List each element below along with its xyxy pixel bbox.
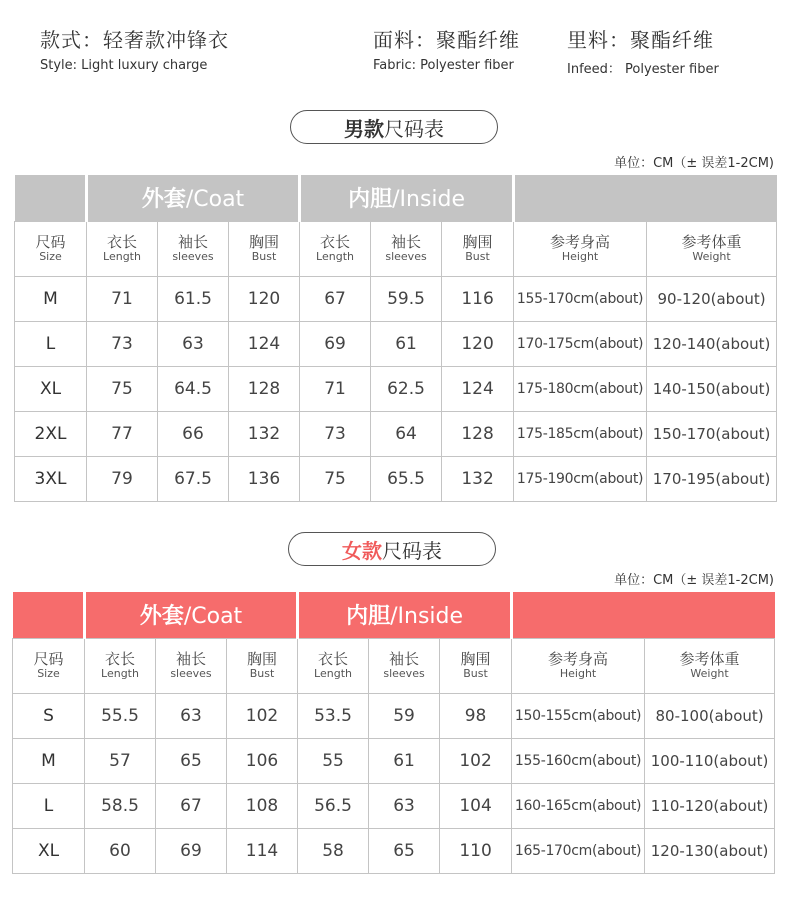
header-zh: 胸围 (462, 232, 493, 251)
size-cell: XL (13, 828, 85, 873)
weight-cell: 100-110(about) (645, 738, 775, 783)
reference-band (514, 175, 777, 221)
inside-band: 内胆/Inside (298, 592, 512, 638)
measure-cell: 58.5 (85, 783, 156, 828)
header-cell (85, 638, 156, 693)
header-en: Bust (251, 249, 277, 263)
measure-cell: 63 (156, 693, 227, 738)
men-unit-note: 单位：CM（± 误差1-2CM) (614, 156, 774, 171)
table-row (15, 321, 777, 366)
band-blank (15, 175, 87, 221)
weight-cell: 110-120(about) (645, 783, 775, 828)
reference-band (512, 592, 775, 638)
lining-info (567, 24, 719, 77)
height-cell: 175-180cm(about) (514, 366, 647, 411)
header-cell (371, 221, 442, 276)
weight-cell: 170-195(about) (647, 456, 777, 501)
height-cell: 165-170cm(about) (512, 828, 645, 873)
weight-cell: 80-100(about) (645, 693, 775, 738)
measure-cell: 102 (227, 693, 298, 738)
header-en: Length (103, 249, 141, 263)
size-cell: 2XL (15, 411, 87, 456)
size-cell: XL (15, 366, 87, 411)
measure-cell: 62.5 (371, 366, 442, 411)
measure-cell: 79 (87, 456, 158, 501)
measure-cell: 66 (158, 411, 229, 456)
header-zh: 尺码 (33, 649, 64, 668)
header-zh: 袖长 (389, 649, 420, 668)
measure-cell: 67 (156, 783, 227, 828)
measure-cell: 67.5 (158, 456, 229, 501)
header-cell (645, 638, 775, 693)
inside-band: 内胆/Inside (300, 175, 514, 221)
measure-cell: 60 (85, 828, 156, 873)
header-cell (514, 221, 647, 276)
table-row (13, 738, 775, 783)
header-cell (227, 638, 298, 693)
header-zh: 衣长 (320, 232, 351, 251)
header-en: sleeves (385, 249, 427, 263)
measure-cell: 61 (369, 738, 440, 783)
header-cell (647, 221, 777, 276)
weight-cell: 90-120(about) (647, 276, 777, 321)
measure-cell: 124 (442, 366, 514, 411)
measure-cell: 61.5 (158, 276, 229, 321)
header-zh: 袖长 (175, 649, 206, 668)
measure-cell: 59.5 (371, 276, 442, 321)
height-cell: 155-160cm(about) (512, 738, 645, 783)
measure-cell: 63 (158, 321, 229, 366)
header-cell (158, 221, 229, 276)
header-cell (13, 638, 85, 693)
height-cell: 170-175cm(about) (514, 321, 647, 366)
height-cell: 160-165cm(about) (512, 783, 645, 828)
table-row (13, 828, 775, 873)
table-row (15, 276, 777, 321)
table-row (15, 366, 777, 411)
measure-cell: 120 (442, 321, 514, 366)
men-size-table (14, 175, 777, 502)
men-size-chart-title (290, 110, 498, 144)
size-cell: S (13, 693, 85, 738)
header-cell (229, 221, 300, 276)
measure-cell: 102 (440, 738, 512, 783)
measure-cell: 114 (227, 828, 298, 873)
header-zh: 衣长 (106, 232, 137, 251)
header-cell (440, 638, 512, 693)
men-header-row (15, 221, 777, 276)
measure-cell: 120 (229, 276, 300, 321)
header-cell (442, 221, 514, 276)
fabric-zh: 面料：聚酯纤维 (373, 28, 520, 52)
fabric-en: Fabric: Polyester fiber (373, 58, 514, 73)
header-zh: 衣长 (104, 649, 135, 668)
header-cell (512, 638, 645, 693)
measure-cell: 73 (300, 411, 371, 456)
table-row (13, 693, 775, 738)
measure-cell: 110 (440, 828, 512, 873)
table-row (15, 456, 777, 501)
measure-cell: 108 (227, 783, 298, 828)
header-zh: 尺码 (35, 232, 66, 251)
header-en: Length (316, 249, 354, 263)
header-cell (369, 638, 440, 693)
measure-cell: 64.5 (158, 366, 229, 411)
style-zh: 款式：轻奢款冲锋衣 (40, 28, 229, 52)
table-row (13, 783, 775, 828)
header-zh: 参考体重 (681, 232, 742, 251)
measure-cell: 67 (300, 276, 371, 321)
header-cell (298, 638, 369, 693)
lining-en: Infeed： Polyester fiber (567, 62, 719, 77)
measure-cell: 64 (371, 411, 442, 456)
measure-cell: 69 (300, 321, 371, 366)
measure-cell: 71 (87, 276, 158, 321)
header-zh: 参考体重 (679, 649, 740, 668)
header-en: Bust (463, 666, 488, 680)
coat-band: 外套/Coat (87, 175, 300, 221)
header-en: Height (559, 666, 597, 680)
measure-cell: 71 (300, 366, 371, 411)
header-en: sleeves (172, 249, 214, 263)
header-en: Length (101, 666, 139, 680)
header-zh: 袖长 (177, 232, 208, 251)
measure-cell: 55.5 (85, 693, 156, 738)
measure-cell: 128 (442, 411, 514, 456)
women-title-rest: 尺码表 (382, 538, 442, 563)
coat-band: 外套/Coat (85, 592, 298, 638)
header-cell (15, 221, 87, 276)
header-en: sleeves (383, 666, 425, 680)
measure-cell: 63 (369, 783, 440, 828)
weight-cell: 120-130(about) (645, 828, 775, 873)
measure-cell: 124 (229, 321, 300, 366)
measure-cell: 75 (300, 456, 371, 501)
measure-cell: 128 (229, 366, 300, 411)
men-title-rest: 尺码表 (384, 116, 444, 141)
header-cell (156, 638, 227, 693)
measure-cell: 69 (156, 828, 227, 873)
measure-cell: 132 (229, 411, 300, 456)
measure-cell: 65 (369, 828, 440, 873)
measure-cell: 98 (440, 693, 512, 738)
measure-cell: 136 (229, 456, 300, 501)
size-cell: L (13, 783, 85, 828)
measure-cell: 56.5 (298, 783, 369, 828)
header-zh: 参考身高 (548, 649, 609, 668)
header-cell (300, 221, 371, 276)
lining-zh: 里料：聚酯纤维 (567, 28, 714, 52)
style-en: Style: Light luxury charge (40, 58, 208, 73)
table-row (15, 411, 777, 456)
measure-cell: 59 (369, 693, 440, 738)
header-en: Size (37, 666, 60, 680)
women-category-band (13, 592, 775, 638)
weight-cell: 120-140(about) (647, 321, 777, 366)
height-cell: 155-170cm(about) (514, 276, 647, 321)
measure-cell: 132 (442, 456, 514, 501)
men-title-bold: 男款 (344, 116, 384, 141)
measure-cell: 57 (85, 738, 156, 783)
height-cell: 175-190cm(about) (514, 456, 647, 501)
header-en: Bust (249, 666, 275, 680)
header-zh: 胸围 (460, 649, 491, 668)
header-en: Size (39, 249, 62, 263)
measure-cell: 75 (87, 366, 158, 411)
women-size-chart-title (288, 532, 496, 566)
weight-cell: 140-150(about) (647, 366, 777, 411)
women-size-table (12, 592, 775, 874)
height-cell: 150-155cm(about) (512, 693, 645, 738)
measure-cell: 55 (298, 738, 369, 783)
women-title-bold: 女款 (342, 538, 382, 563)
size-cell: 3XL (15, 456, 87, 501)
size-cell: M (15, 276, 87, 321)
header-en: sleeves (170, 666, 212, 680)
header-en: Length (314, 666, 352, 680)
measure-cell: 116 (442, 276, 514, 321)
measure-cell: 65.5 (371, 456, 442, 501)
women-unit-note: 单位：CM（± 误差1-2CM) (614, 573, 774, 588)
header-zh: 胸围 (249, 232, 280, 251)
measure-cell: 77 (87, 411, 158, 456)
header-zh: 衣长 (318, 649, 349, 668)
style-info (40, 24, 229, 73)
header-en: Weight (692, 249, 731, 263)
measure-cell: 61 (371, 321, 442, 366)
header-cell (87, 221, 158, 276)
weight-cell: 150-170(about) (647, 411, 777, 456)
measure-cell: 58 (298, 828, 369, 873)
header-zh: 参考身高 (550, 232, 611, 251)
band-blank (13, 592, 85, 638)
header-en: Weight (690, 666, 729, 680)
fabric-info (373, 24, 520, 73)
measure-cell: 104 (440, 783, 512, 828)
measure-cell: 65 (156, 738, 227, 783)
measure-cell: 73 (87, 321, 158, 366)
height-cell: 175-185cm(about) (514, 411, 647, 456)
measure-cell: 53.5 (298, 693, 369, 738)
header-zh: 胸围 (247, 649, 278, 668)
header-zh: 袖长 (391, 232, 422, 251)
size-cell: L (15, 321, 87, 366)
size-cell: M (13, 738, 85, 783)
header-en: Bust (465, 249, 490, 263)
men-category-band (15, 175, 777, 221)
header-en: Height (561, 249, 599, 263)
women-header-row (13, 638, 775, 693)
measure-cell: 106 (227, 738, 298, 783)
